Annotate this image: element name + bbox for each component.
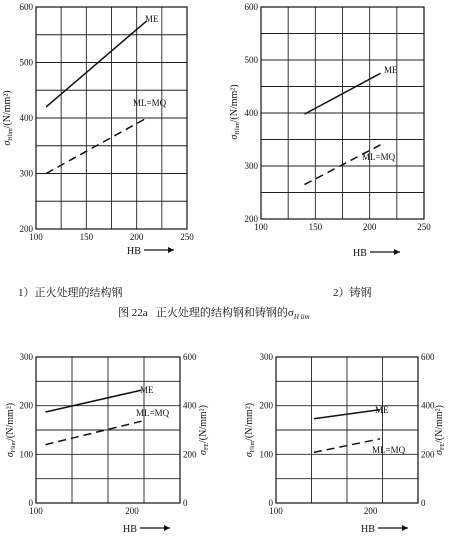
- series-label-me: ME: [145, 14, 159, 24]
- y-tick-label: 200: [19, 224, 33, 234]
- y-axis-label-right: $\sigma_{FE}/(N/mm^2)$: [434, 405, 446, 455]
- grid: [36, 357, 180, 503]
- y-axis-label: $\sigma_{Flim}/(N/mm^2)$: [5, 402, 17, 458]
- series-label-me: ME: [375, 405, 389, 415]
- y-tick-label: 300: [259, 352, 273, 362]
- y-tick-label: 600: [244, 2, 258, 12]
- x-tick-label: 250: [180, 232, 194, 242]
- y-axis-label: $\sigma_{Hlim}/(N/mm^2)$: [229, 84, 241, 140]
- x-tick-label: 150: [308, 222, 323, 232]
- chart-cast-steel-bending: [244, 352, 446, 535]
- figure-number: 图 22a: [118, 307, 148, 319]
- x-tick-label: 200: [129, 232, 144, 242]
- grid: [36, 7, 187, 229]
- y-right-tick-label: 0: [183, 498, 188, 508]
- y-tick-label: 400: [19, 113, 33, 123]
- y-tick-label: 0: [28, 498, 33, 508]
- y-tick-label: 400: [244, 108, 258, 118]
- y-tick-label: 300: [19, 352, 33, 362]
- y-tick-label: 100: [19, 449, 33, 460]
- series-label-ml-mq: ML=MQ: [372, 445, 406, 455]
- y-tick-label: 200: [244, 214, 258, 224]
- y-right-tick-label: 400: [183, 400, 197, 411]
- series-label-me: ME: [384, 65, 398, 75]
- x-tick-label: 200: [362, 222, 377, 232]
- x-axis-label: HB: [353, 248, 367, 259]
- y-axis-label: $\sigma_{Flim}/(N/mm^2)$: [244, 402, 256, 458]
- figure-caption: [118, 304, 310, 321]
- x-tick-label: 200: [125, 506, 139, 516]
- y-right-tick-label: 200: [183, 449, 197, 460]
- figure-caption-symbol: $\sigma_{H lim}$: [287, 307, 310, 322]
- y-tick-label: 300: [244, 161, 258, 171]
- y-axis-label: $\sigma_{Hlim}/(N/mm^2)$: [2, 90, 14, 146]
- y-right-tick-label: 600: [421, 352, 435, 362]
- y-tick-label: 200: [19, 400, 33, 411]
- x-axis-label: HB: [127, 246, 141, 257]
- caption-normalized-steel: 1）正火处理的结构钢: [18, 287, 123, 299]
- series-label-me: ME: [140, 385, 154, 395]
- series-label-ml-mq: ML=MQ: [362, 152, 396, 162]
- y-tick-label: 500: [19, 57, 33, 68]
- x-tick-label: 200: [363, 506, 378, 516]
- x-axis-label: HB: [123, 524, 137, 535]
- y-right-tick-label: 400: [421, 400, 435, 411]
- x-axis-label: HB: [361, 524, 375, 535]
- y-tick-label: 600: [19, 2, 33, 12]
- y-right-tick-label: 600: [183, 352, 197, 362]
- x-tick-label: 150: [79, 232, 94, 242]
- y-tick-label: 100: [259, 449, 273, 460]
- grid: [276, 357, 418, 503]
- series-label-ml-mq: ML=MQ: [136, 408, 170, 418]
- x-tick-label: 100: [29, 232, 43, 242]
- y-tick-label: 300: [19, 168, 33, 179]
- chart-normalized-steel-contact: [2, 2, 194, 257]
- series-line-me: [46, 390, 142, 412]
- y-tick-label: 200: [259, 400, 273, 411]
- series-line-ml-mq: [46, 421, 142, 444]
- y-tick-label: 500: [244, 55, 258, 65]
- chart-normalized-steel-bending: [5, 352, 210, 535]
- y-right-tick-label: 0: [421, 498, 426, 508]
- x-tick-label: 100: [29, 506, 43, 516]
- series-label-ml-mq: ML=MQ: [133, 98, 167, 108]
- y-axis-label-right: $\sigma_{FE}/(N/mm^2)$: [198, 405, 210, 455]
- figure-caption-text: 正火处理的结构钢和铸钢的: [155, 307, 288, 319]
- x-tick-label: 100: [269, 506, 283, 516]
- chart-cast-steel-contact: [229, 2, 431, 259]
- y-tick-label: 0: [268, 498, 273, 508]
- x-tick-label: 250: [417, 222, 431, 232]
- y-right-tick-label: 200: [421, 449, 435, 460]
- x-tick-label: 100: [254, 222, 268, 232]
- caption-cast-steel: 2）铸钢: [333, 287, 372, 299]
- grid: [261, 7, 424, 219]
